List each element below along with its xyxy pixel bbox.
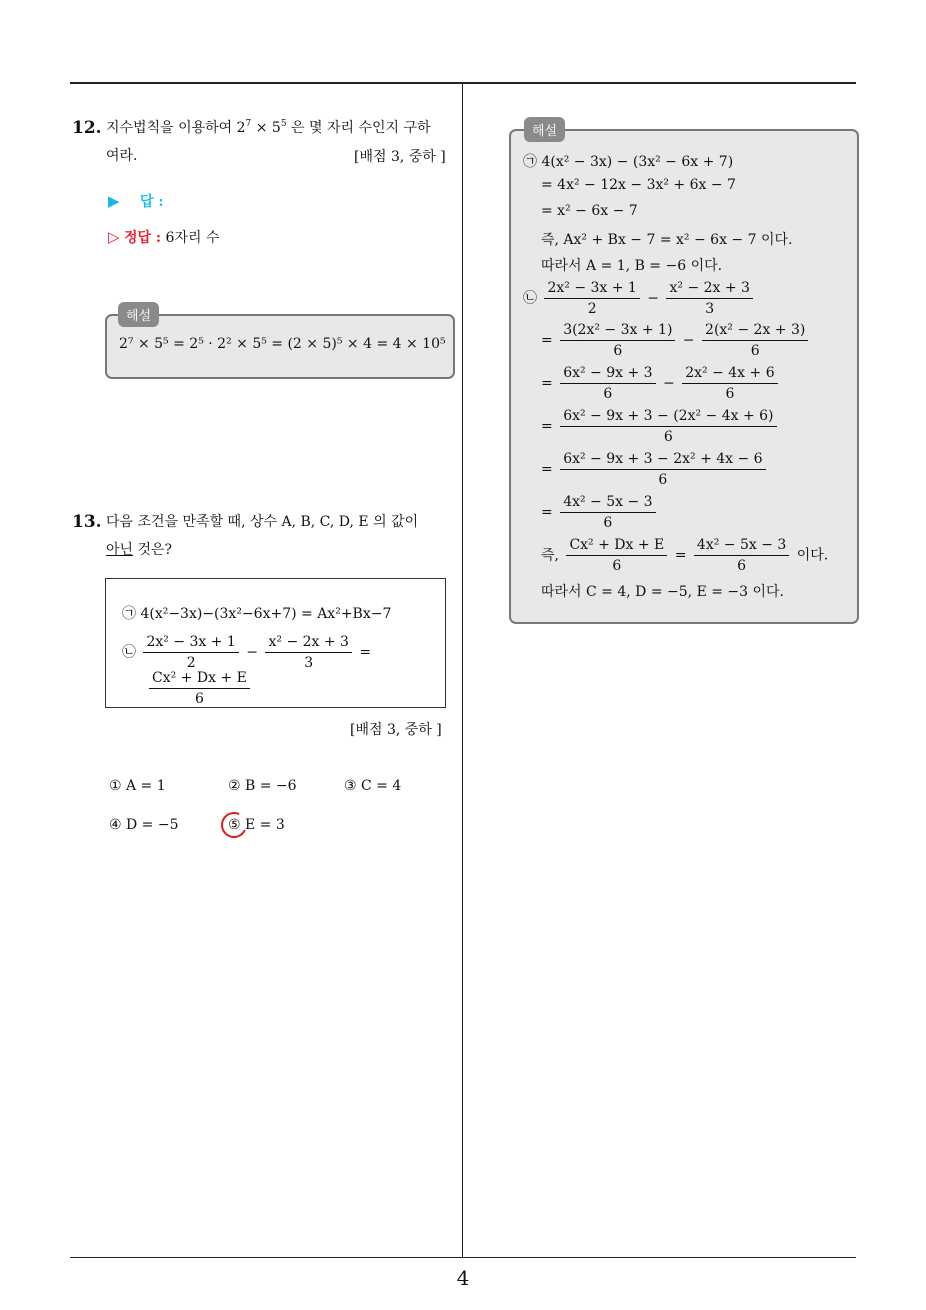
cond2-frac1-den: 2 (186, 655, 196, 671)
sol13-l7-op: − (682, 332, 695, 349)
q12-text-before: 지수법칙을 이용하여 (106, 120, 237, 136)
sol13-l9-frac (560, 407, 776, 446)
sol13-line-11 (541, 493, 659, 532)
sol13-line-9 (541, 407, 780, 446)
cond2-frac3-num: Cx² + Dx + E (149, 669, 250, 689)
correct-answer-row (108, 227, 219, 247)
cond2-frac2 (265, 633, 351, 672)
sol13-l12-eq: = (674, 547, 687, 564)
sol13-line-2: = 4x² − 12x − 3x² + 6x − 7 (541, 177, 736, 193)
correct-answer-label: 정답 : (124, 230, 162, 246)
sol13-l12-f1n: Cx² + Dx + E (566, 536, 667, 556)
solution-12-line: 2⁷ × 5⁵ = 2⁵ · 2² × 5⁵ = (2 × 5)⁵ × 4 = 4 × 10⁵ (119, 336, 446, 352)
sol13-l7-frac1 (560, 321, 675, 360)
sol13-l10-frac (560, 450, 765, 489)
sol13-l6-f2n: x² − 2x + 3 (666, 279, 752, 299)
sol13-l8-f1n: 6x² − 9x + 3 (560, 364, 655, 384)
answer-row (108, 191, 164, 211)
sol13-l9-eq: = (541, 418, 553, 435)
sol13-l12-f2n: 4x² − 5x − 3 (694, 536, 789, 556)
sol13-l8-frac2 (682, 364, 777, 403)
sol13-l9-d: 6 (663, 429, 673, 445)
cond2-frac2-den: 3 (304, 655, 314, 671)
q13-line2-rest: 것은? (133, 542, 173, 558)
solution-13-box (509, 129, 859, 624)
question-12-text (106, 114, 431, 142)
sol13-l9-n: 6x² − 9x + 3 − (2x² − 4x + 6) (560, 407, 776, 427)
question-12-number: 12. (72, 118, 102, 138)
choice-5[interactable]: ⑤ E = 3 (228, 817, 285, 833)
sol13-l11-frac (560, 493, 655, 532)
question-12-line2: 여라. (106, 148, 138, 164)
sol13-line-3: = x² − 6x − 7 (541, 203, 638, 219)
sol13-l12-frac2 (694, 536, 789, 575)
q12-times: × (251, 120, 272, 136)
cond2-frac1-num: 2x² − 3x + 1 (143, 633, 238, 653)
sol13-l6-op: − (647, 290, 660, 307)
question-13-number: 13. (72, 512, 102, 532)
sol13-l11-n: 4x² − 5x − 3 (560, 493, 655, 513)
sol13-line-12 (541, 536, 828, 575)
cond2-eq: = (359, 644, 372, 661)
sol13-l7-f2d: 6 (750, 343, 760, 359)
sol13-l12-f1d: 6 (612, 558, 622, 574)
sol13-line-6 (523, 279, 756, 318)
open-triangle-icon: ▷ (108, 228, 120, 246)
sol13-l8-f2n: 2x² − 4x + 6 (682, 364, 777, 384)
sol13-line-1: ㉠ 4(x² − 3x) − (3x² − 6x + 7) (523, 154, 734, 170)
sol13-line-4: 즉, Ax² + Bx − 7 = x² − 6x − 7 이다. (541, 232, 793, 248)
solution-13-tag: 해설 (524, 117, 565, 142)
correct-answer-value: 6자리 수 (165, 230, 220, 246)
bottom-rule (70, 1257, 856, 1258)
sol13-line-8 (541, 364, 781, 403)
sol13-l8-f1d: 6 (603, 386, 613, 402)
sol13-l6-f2d: 3 (705, 301, 715, 317)
red-marked-circle-icon (217, 808, 250, 841)
condition-1-mark: ㉠ (122, 606, 136, 622)
filled-triangle-icon: ▶ (108, 192, 120, 210)
condition-2-mark: ㉡ (122, 644, 136, 661)
question-13-line1: 다음 조건을 만족할 때, 상수 A, B, C, D, E 의 값이 (106, 514, 419, 530)
question-13-line2 (106, 536, 172, 564)
answer-label: 답 : (140, 194, 164, 210)
sol13-l12-f2d: 6 (737, 558, 747, 574)
condition-1-expr: 4(x²−3x)−(3x²−6x+7) = Ax²+Bx−7 (140, 606, 392, 622)
sol13-l7-frac2 (702, 321, 808, 360)
sol13-l12-frac1 (566, 536, 667, 575)
page-number: 4 (456, 1266, 470, 1290)
sol13-l12-post: 이다. (796, 547, 829, 564)
sol13-l10-n: 6x² − 9x + 3 − 2x² + 4x − 6 (560, 450, 765, 470)
q12-exp2: 5 (280, 119, 287, 129)
sol13-l8-frac1 (560, 364, 655, 403)
sol13-l6-f1n: 2x² − 3x + 1 (544, 279, 639, 299)
sol13-l6-frac1 (544, 279, 639, 318)
sol13-l7-f2n: 2(x² − 2x + 3) (702, 321, 808, 341)
condition-box (105, 578, 446, 708)
sol13-l8-op: − (663, 375, 675, 392)
sol13-l10-d: 6 (658, 472, 668, 488)
q12-base2: 5 (271, 120, 281, 136)
choice-4[interactable]: ④ D = −5 (109, 817, 179, 833)
sol13-l6-f1d: 2 (587, 301, 597, 317)
sol13-line-10 (541, 450, 769, 489)
cond2-frac1 (143, 633, 238, 672)
choice-2[interactable]: ② B = −6 (228, 778, 297, 794)
q13-underlined-word: 아닌 (106, 542, 134, 558)
sol13-l8-f2d: 6 (725, 386, 735, 402)
cond2-frac2-num: x² − 2x + 3 (265, 633, 351, 653)
choice-3[interactable]: ③ C = 4 (344, 778, 402, 794)
sol13-l7-f1n: 3(2x² − 3x + 1) (560, 321, 675, 341)
sol13-l11-d: 6 (603, 515, 613, 531)
condition-2-rhs (146, 669, 253, 708)
sol13-l8-eq: = (541, 375, 553, 392)
sol13-l11-eq: = (541, 504, 553, 521)
condition-1 (122, 603, 391, 623)
sol13-l10-eq: = (541, 461, 553, 478)
question-13-score: [배점 3, 중하 ] (350, 722, 442, 738)
cond2-frac3 (149, 669, 250, 708)
sol13-l6-mark: ㉡ (523, 290, 537, 307)
sol13-line-13: 따라서 C = 4, D = −5, E = −3 이다. (541, 584, 785, 600)
condition-2 (122, 633, 371, 672)
q12-text-after: 은 몇 자리 수인지 구하 (286, 120, 431, 136)
choice-1[interactable]: ① A = 1 (109, 778, 166, 794)
sol13-l6-frac2 (666, 279, 752, 318)
sol13-line-5: 따라서 A = 1, B = −6 이다. (541, 258, 723, 274)
question-12-score: [배점 3, 중하 ] (354, 149, 446, 165)
sol13-l12-pre: 즉, (541, 547, 559, 564)
sol13-l7-f1d: 6 (613, 343, 623, 359)
q12-base1: 2 (236, 120, 246, 136)
sol13-line-7 (541, 321, 811, 360)
q12-exp1: 7 (245, 119, 252, 129)
cond2-frac3-den: 6 (194, 691, 204, 707)
sol13-l7-eq: = (541, 332, 553, 349)
top-rule (70, 82, 856, 84)
solution-12-tag: 해설 (118, 302, 159, 327)
column-divider (462, 83, 463, 1258)
cond2-minus: − (246, 644, 259, 661)
